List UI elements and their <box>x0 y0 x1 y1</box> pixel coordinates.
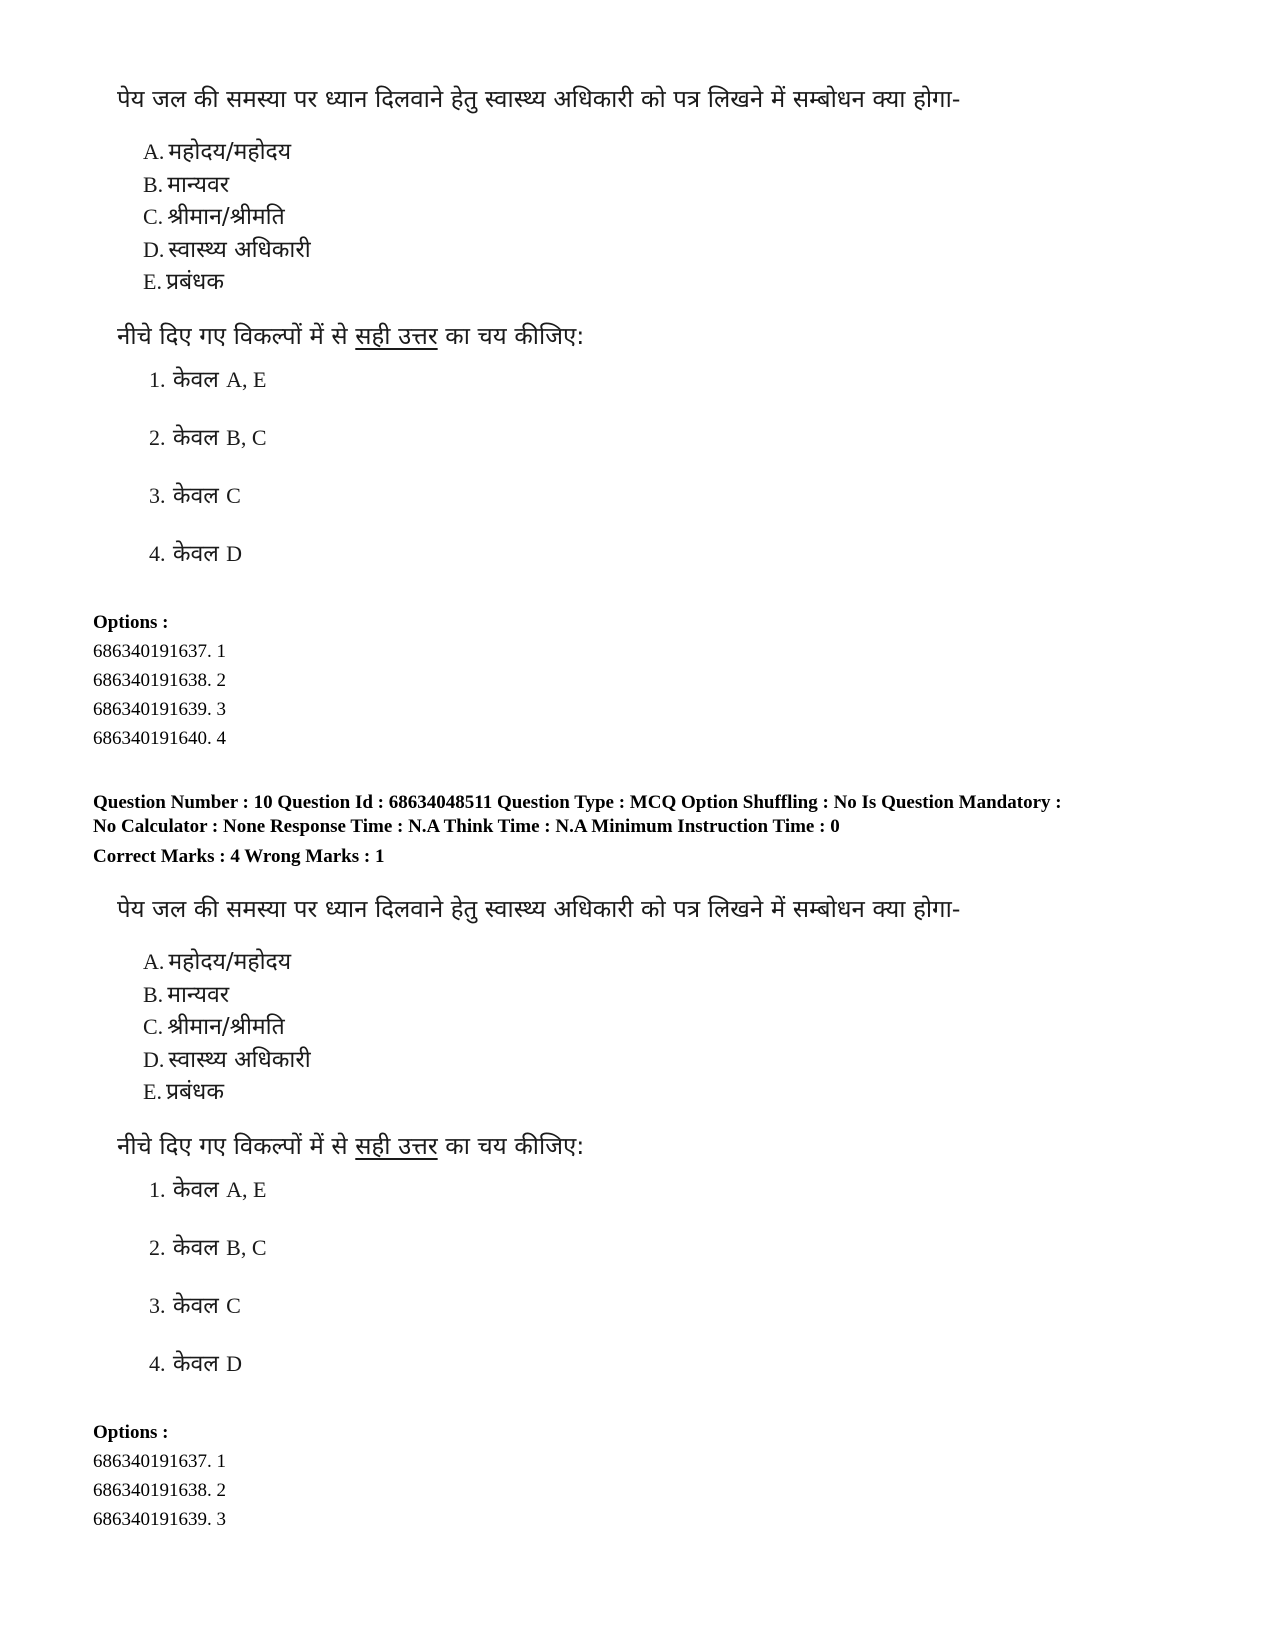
question-content-1 <box>117 84 1197 597</box>
question-stem: पेय जल की समस्या पर ध्यान दिलवाने हेतु स्वास्थ्य अधिकारी को पत्र लिखने में सम्बोधन क्या होगा- <box>117 85 961 113</box>
choice-item: 4. केवल D <box>149 1350 243 1377</box>
choice-item: 3. केवल C <box>149 482 241 509</box>
options-section-1 <box>93 609 1213 753</box>
statement-item: C. श्रीमान/श्रीमति <box>143 1014 285 1040</box>
underlined-phrase: सही उत्तर <box>355 321 438 350</box>
question-meta-line: Question Number : 10 Question Id : 68634048511 Question Type : MCQ Option Shuffling : No Is Question Mandatory : <box>93 792 1062 813</box>
instruction-text: नीचे दिए गए विकल्पों में से सही उत्तर का चय कीजिए: <box>117 1131 585 1160</box>
option-line: 686340191639. 3 <box>93 1509 226 1530</box>
option-line: 686340191640. 4 <box>93 728 226 749</box>
question-content-2 <box>117 894 1197 1407</box>
instruction-text: नीचे दिए गए विकल्पों में से सही उत्तर का चय कीजिए: <box>117 321 585 350</box>
choice-item: 3. केवल C <box>149 1292 241 1319</box>
statement-item: B. मान्यवर <box>143 981 230 1008</box>
choice-item: 2. केवल B, C <box>149 424 267 451</box>
option-line: 686340191637. 1 <box>93 1451 226 1472</box>
choice-item: 4. केवल D <box>149 540 243 567</box>
statement-item: D. स्वास्थ्य अधिकारी <box>143 1046 311 1073</box>
option-line: 686340191638. 2 <box>93 1480 226 1501</box>
choice-item: 1. केवल A, E <box>149 1176 267 1203</box>
option-line: 686340191637. 1 <box>93 641 226 662</box>
question-meta <box>93 791 1213 871</box>
options-label: Options : <box>93 612 169 633</box>
options-section-2 <box>93 1419 1213 1534</box>
option-line: 686340191639. 3 <box>93 699 226 720</box>
marks-line: Correct Marks : 4 Wrong Marks : 1 <box>93 846 385 867</box>
statement-item: A. महोदय/महोदय <box>143 949 292 975</box>
statement-list <box>143 136 1197 299</box>
choice-list <box>149 1175 1197 1407</box>
statement-item: B. मान्यवर <box>143 171 230 198</box>
statement-item: A. महोदय/महोदय <box>143 139 292 165</box>
options-label: Options : <box>93 1422 169 1443</box>
statement-list <box>143 946 1197 1109</box>
choice-list <box>149 365 1197 597</box>
statement-item: E. प्रबंधक <box>143 269 224 295</box>
choice-item: 1. केवल A, E <box>149 366 267 393</box>
question-stem: पेय जल की समस्या पर ध्यान दिलवाने हेतु स्वास्थ्य अधिकारी को पत्र लिखने में सम्बोधन क्या होगा- <box>117 895 961 923</box>
choice-item: 2. केवल B, C <box>149 1234 267 1261</box>
statement-item: D. स्वास्थ्य अधिकारी <box>143 236 311 263</box>
underlined-phrase: सही उत्तर <box>355 1131 438 1160</box>
question-meta-line: No Calculator : None Response Time : N.A Think Time : N.A Minimum Instruction Time : 0 <box>93 816 840 837</box>
option-line: 686340191638. 2 <box>93 670 226 691</box>
statement-item: C. श्रीमान/श्रीमति <box>143 204 285 230</box>
statement-item: E. प्रबंधक <box>143 1079 224 1105</box>
